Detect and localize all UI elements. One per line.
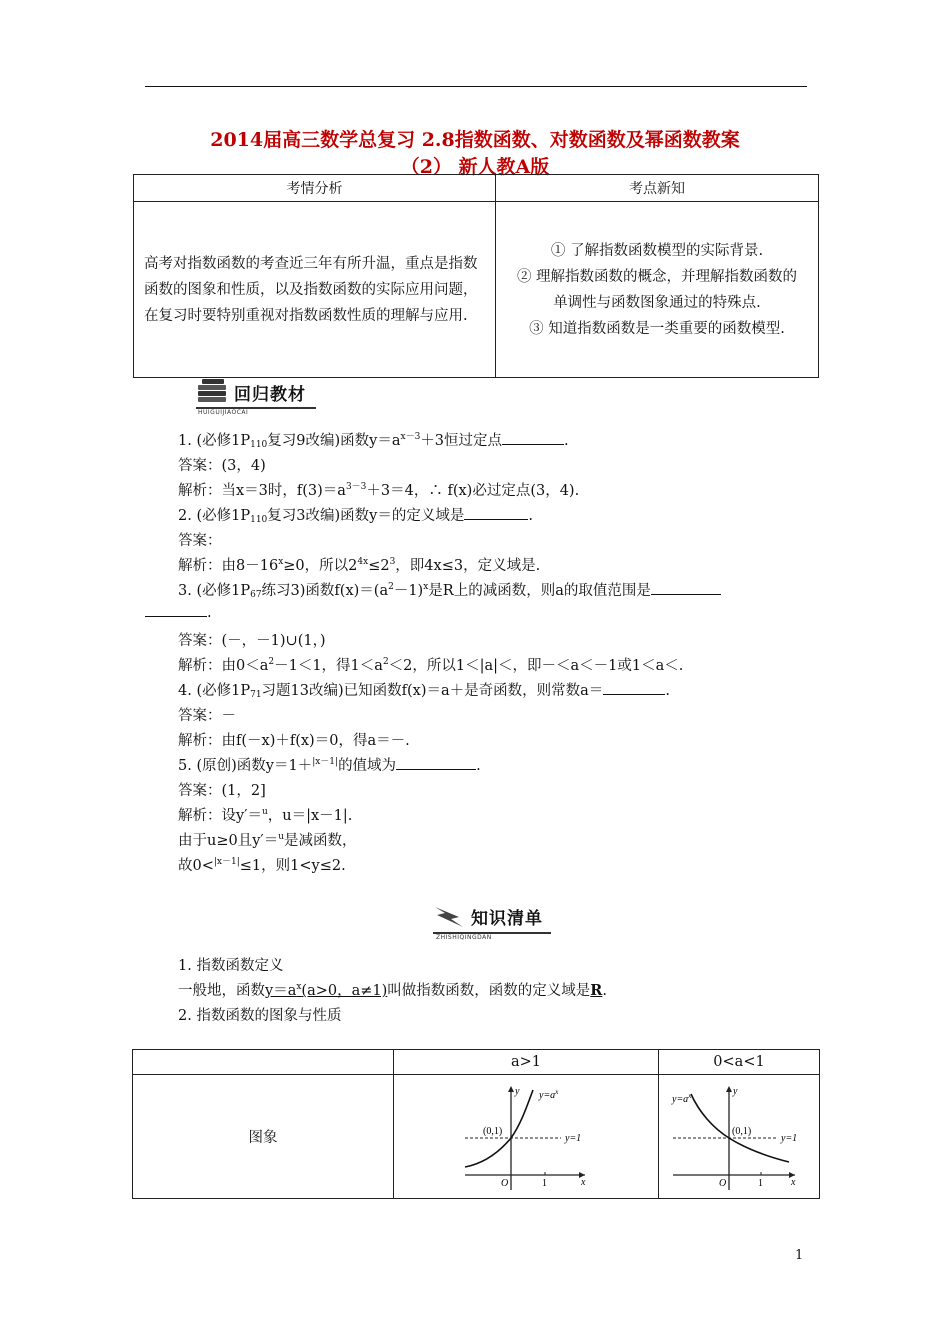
- curve-label: $y=a^x$: [672, 1091, 692, 1105]
- origin-label: O: [501, 1177, 509, 1189]
- answer-1: 答案：(3，4): [178, 458, 266, 474]
- objective-item: 单调性与函数图象通过的特殊点.: [553, 294, 761, 311]
- question-2: 2. (必修$1P_{110}$复习3改编)函数y＝的定义域是 .: [178, 508, 533, 525]
- props-row-label: 图象: [133, 1075, 394, 1199]
- section-title: 回归教材: [234, 385, 306, 405]
- analysis-table: [133, 174, 819, 378]
- point-label: (0,1): [732, 1125, 752, 1137]
- solution-1: 解析：当x＝3时，$f(3)=a^{3-3}+3=4$，∴ f(x)必过定点(3，4).: [178, 482, 580, 499]
- question-5: 5. (原创)函数y＝1＋$^{|x-1|}$的值域为 .: [178, 757, 481, 774]
- section-title: 知识清单: [471, 909, 543, 929]
- objective-item: ③ 知道指数函数是一类重要的函数模型.: [529, 320, 785, 337]
- books-icon: [196, 377, 230, 405]
- question-1: 1. (必修$1P_{110}$复习9改编)函数$y=a^{x-3}+3$恒过定点 .: [178, 432, 569, 450]
- page-title-line2: （2） 新人教A版: [400, 156, 550, 178]
- y-axis-label: y: [733, 1085, 738, 1097]
- answer-3: 答案：(－，－1)∪(1，): [178, 633, 326, 649]
- solution-5-line3: 故0<$^{|x-1|}$≤1，则1<y≤2.: [178, 857, 346, 874]
- answer-4: 答案：－: [178, 708, 236, 724]
- analysis-header-left: 考情分析: [134, 175, 496, 202]
- page-number: 1: [795, 1248, 804, 1263]
- line-label: y=1: [781, 1132, 798, 1144]
- answer-2: 答案：: [178, 533, 222, 549]
- solution-4: 解析：由f(－x)＋f(x)＝0，得a＝－.: [178, 733, 410, 749]
- objectives-cell: [496, 202, 819, 378]
- tick-label: 1: [758, 1177, 763, 1189]
- knowledge-item-2: 2. 指数函数的图象与性质: [178, 1008, 342, 1024]
- solution-2: 解析：由$8-16^x\ge 0$，所以$2^{4x}\le 2^3$，即4x≤3，定义域是.: [178, 557, 541, 574]
- section-banner-review: [196, 377, 306, 405]
- arrow-banner-icon: [433, 903, 467, 929]
- point-label: (0,1): [483, 1125, 503, 1137]
- origin-label: O: [719, 1177, 727, 1189]
- curve-label: $y=a^x$: [539, 1087, 559, 1101]
- graph-a-gt-1: [394, 1075, 659, 1199]
- analysis-text: 高考对指数函数的考查近三年有所升温，重点是指数函数的图象和性质，以及指数函数的实际应用问题，在复习时要特别重视对指数函数性质的理解与应用.: [134, 202, 496, 378]
- analysis-header-right: 考点新知: [496, 175, 819, 202]
- section-subtitle: HUIGUIJIAOCAI: [198, 409, 249, 416]
- question-3-cont: .: [145, 604, 212, 621]
- y-axis-label: y: [515, 1085, 520, 1097]
- knowledge-item-1: 1. 指数函数定义: [178, 958, 284, 974]
- section-banner-knowledge: [433, 903, 543, 929]
- x-axis-label: x: [791, 1176, 796, 1188]
- graph-a-lt-1: [659, 1075, 820, 1199]
- x-axis-label: x: [581, 1176, 586, 1188]
- header-rule: [145, 86, 807, 87]
- objective-item: ② 理解指数函数的概念，并理解指数函数的: [516, 268, 798, 285]
- solution-3: 解析：由$0<a^2-1<1$，得$1<a^2<2$，所以1＜|a|＜，即－＜a＜－1或1＜a＜.: [178, 657, 684, 674]
- answer-5: 答案：(1，2]: [178, 783, 266, 799]
- question-4: 4. (必修$1P_{71}$习题13改编)已知函数f(x)＝a＋是奇函数，则常数a＝ .: [178, 683, 670, 700]
- solution-5-line2: 由于u≥0且y′＝$^u$是减函数，: [178, 832, 357, 849]
- props-header-blank: [133, 1050, 394, 1075]
- props-header-a-gt-1: a>1: [394, 1050, 659, 1075]
- question-3: 3. (必修$1P_{67}$练习3)函数$f(x)=(a^2-1)^x$是R上的减函数，则a的取值范围是: [178, 579, 721, 600]
- line-label: y=1: [565, 1132, 582, 1144]
- solution-5-line1: 解析：设y′＝$^u$，u＝|x－1|.: [178, 807, 353, 824]
- knowledge-definition: 一般地，函数$y=a^x(a>0$，a≠1)叫做指数函数，函数的定义域是R.: [178, 982, 607, 999]
- properties-table: [132, 1049, 820, 1199]
- page-title: 2014届高三数学总复习 2.8指数函数、对数函数及幂函数教案: [210, 129, 740, 151]
- section-subtitle: ZHISHIQINGDAN: [436, 934, 492, 941]
- objective-item: ① 了解指数函数模型的实际背景.: [550, 242, 764, 259]
- tick-label: 1: [542, 1177, 547, 1189]
- props-header-a-lt-1: 0<a<1: [659, 1050, 820, 1075]
